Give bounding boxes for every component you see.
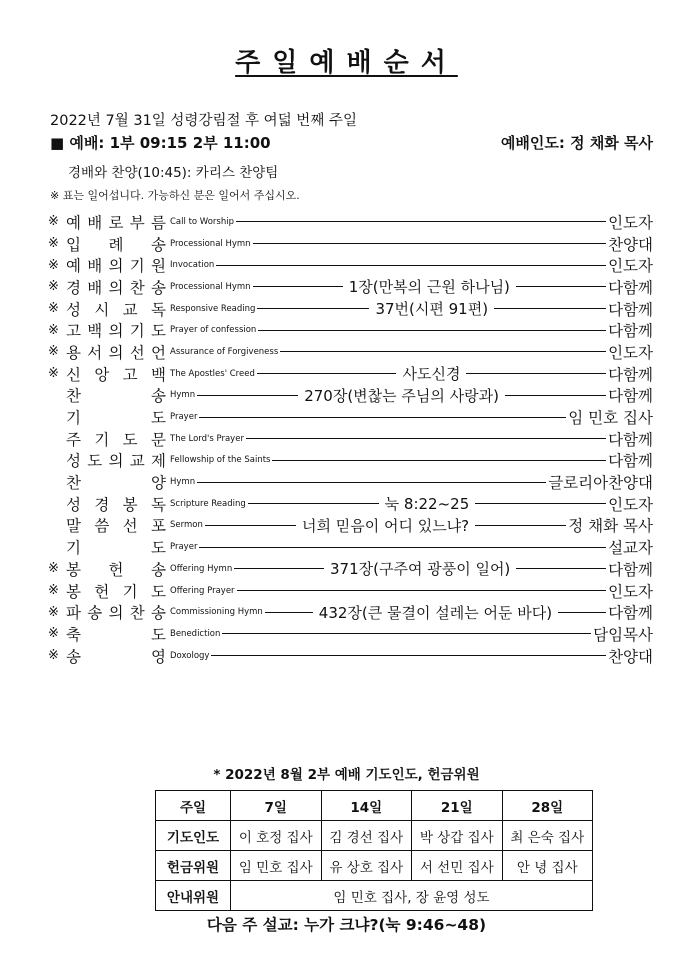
order-row xyxy=(48,428,653,450)
order-row xyxy=(48,493,653,515)
item-name: 예 배 로 부 름 xyxy=(66,213,166,232)
order-of-service xyxy=(48,211,653,666)
leader-line xyxy=(234,568,324,569)
schedule-row-label: 안내위원 xyxy=(156,881,231,911)
next-sermon: 다음 주 설교: 누가 크냐?(눅 9:46~48) xyxy=(206,916,487,934)
item-name: 성 도 의 교 제 xyxy=(66,452,166,471)
item-responsible: 정 채화 목사 xyxy=(568,517,653,536)
schedule-cell: 유 상호 집사 xyxy=(321,851,412,881)
standing-mark: ※ xyxy=(48,648,59,664)
leader-line xyxy=(253,243,607,244)
item-name: 입 례 송 xyxy=(66,235,166,254)
item-responsible: 찬양대 xyxy=(608,235,653,254)
item-responsible: 인도자 xyxy=(608,257,653,276)
schedule-row-label: 기도인도 xyxy=(156,821,231,851)
item-english: Offering Prayer xyxy=(170,585,235,596)
leader-line xyxy=(253,286,343,287)
item-content: 너희 믿음이 어디 있느냐? xyxy=(301,516,470,535)
item-responsible: 글로리아찬양대 xyxy=(548,474,653,493)
item-name: 봉 헌 기 도 xyxy=(66,582,166,601)
leader-line xyxy=(197,395,298,396)
leader-line xyxy=(466,373,606,374)
order-row xyxy=(48,515,653,537)
item-name: 고 백 의 기 도 xyxy=(66,322,166,341)
worship-leader: 예배인도: 정 채화 목사 xyxy=(500,134,653,152)
item-english: The Apostles' Creed xyxy=(170,368,255,379)
schedule-header-cell: 14일 xyxy=(321,791,412,821)
standing-mark: ※ xyxy=(48,322,59,338)
leader-line xyxy=(237,590,607,591)
standing-mark: ※ xyxy=(48,583,59,599)
item-responsible: 다함께 xyxy=(608,560,653,579)
order-row xyxy=(48,471,653,493)
item-name: 기 도 xyxy=(66,539,166,558)
item-responsible: 인도자 xyxy=(608,343,653,362)
item-english: Prayer xyxy=(170,542,198,553)
item-english: Fellowship of the Saints xyxy=(170,455,271,466)
item-english: Doxology xyxy=(170,650,210,661)
standing-note: ※ 표는 일어섭니다. 가능하신 분은 일어서 주십시오. xyxy=(50,189,300,202)
leader-line xyxy=(199,547,606,548)
order-row xyxy=(48,580,653,602)
item-english: Assurance of Forgiveness xyxy=(170,346,279,357)
item-responsible: 다함께 xyxy=(608,322,653,341)
order-row xyxy=(48,233,653,255)
item-name: 경 배 의 찬 송 xyxy=(66,278,166,297)
leader-line xyxy=(494,308,606,309)
item-english: Processional Hymn xyxy=(170,281,251,292)
leader-line xyxy=(211,655,606,656)
order-row xyxy=(48,254,653,276)
leader-line xyxy=(516,568,606,569)
leader-line xyxy=(248,503,379,504)
item-responsible: 다함께 xyxy=(608,430,653,449)
standing-mark: ※ xyxy=(48,561,59,577)
item-responsible: 찬양대 xyxy=(608,647,653,666)
item-name: 찬 양 xyxy=(66,474,166,493)
order-row xyxy=(48,363,653,385)
schedule-row xyxy=(156,851,593,881)
item-english: Hymn xyxy=(170,390,196,401)
item-name: 예 배 의 기 원 xyxy=(66,257,166,276)
standing-mark: ※ xyxy=(48,626,59,642)
item-english: Prayer of confession xyxy=(170,325,257,336)
leader-line xyxy=(258,330,606,331)
schedule-cell: 안 녕 집사 xyxy=(502,851,593,881)
item-english: The Lord's Prayer xyxy=(170,433,244,444)
schedule-header-cell: 7일 xyxy=(231,791,322,821)
item-content: 37번(시편 91편) xyxy=(375,300,489,319)
standing-mark: ※ xyxy=(48,366,59,382)
service-date: 2022년 7월 31일 성령강림절 후 여덟 번째 주일 xyxy=(50,113,357,129)
item-name: 찬 송 xyxy=(66,387,166,406)
item-name: 축 도 xyxy=(66,625,166,644)
schedule-header-cell: 28일 xyxy=(502,791,593,821)
standing-mark: ※ xyxy=(48,344,59,360)
item-english: Sermon xyxy=(170,520,203,531)
item-responsible: 다함께 xyxy=(608,278,653,297)
leader-line xyxy=(199,417,566,418)
item-name: 파 송 의 찬 송 xyxy=(66,604,166,623)
leader-line xyxy=(272,460,606,461)
order-row xyxy=(48,385,653,407)
item-name: 성 시 교 독 xyxy=(66,300,166,319)
leader-line xyxy=(475,503,606,504)
item-name: 신 앙 고 백 xyxy=(66,365,166,384)
item-content: 1장(만복의 근원 하나님) xyxy=(348,278,510,297)
item-name: 용 서 의 선 언 xyxy=(66,343,166,362)
item-english: Hymn xyxy=(170,477,196,488)
item-responsible: 다함께 xyxy=(608,452,653,471)
order-row xyxy=(48,211,653,233)
leader-line xyxy=(505,395,606,396)
item-name: 말 씀 선 포 xyxy=(66,517,166,536)
order-row xyxy=(48,536,653,558)
leader-line xyxy=(205,525,296,526)
item-english: Scripture Reading xyxy=(170,498,246,509)
order-row xyxy=(48,645,653,667)
schedule-cell: 박 상갑 집사 xyxy=(412,821,503,851)
leader-line xyxy=(257,308,369,309)
item-responsible: 담임목사 xyxy=(593,625,653,644)
item-english: Benediction xyxy=(170,628,221,639)
standing-mark: ※ xyxy=(48,257,59,273)
item-english: Commissioning Hymn xyxy=(170,607,263,618)
schedule-title: * 2022년 8월 2부 예배 기도인도, 헌금위원 xyxy=(213,767,480,783)
item-responsible: 설교자 xyxy=(608,539,653,558)
order-row xyxy=(48,623,653,645)
item-name: 송 영 xyxy=(66,647,166,666)
schedule-header-cell: 주일 xyxy=(156,791,231,821)
item-english: Invocation xyxy=(170,260,215,271)
order-row xyxy=(48,341,653,363)
leader-line xyxy=(516,286,606,287)
service-times: ■ 예배: 1부 09:15 2부 11:00 xyxy=(50,134,271,152)
item-name: 기 도 xyxy=(66,409,166,428)
item-name: 주 기 도 문 xyxy=(66,430,166,449)
order-row xyxy=(48,298,653,320)
leader-line xyxy=(246,438,606,439)
item-content: 432장(큰 물결이 설레는 어둔 바다) xyxy=(318,603,553,622)
item-content: 눅 8:22~25 xyxy=(384,495,470,514)
leader-line xyxy=(257,373,397,374)
leader-line xyxy=(280,351,606,352)
schedule-cell: 김 경선 집사 xyxy=(321,821,412,851)
leader-line xyxy=(216,265,606,266)
schedule-cell: 최 은숙 집사 xyxy=(502,821,593,851)
usher-names: 임 민호 집사, 장 윤영 성도 xyxy=(231,881,593,911)
item-english: Offering Hymn xyxy=(170,563,233,574)
page-title: 주일예배순서 xyxy=(235,48,458,78)
leader-line xyxy=(475,525,566,526)
order-row xyxy=(48,601,653,623)
schedule-header-cell: 21일 xyxy=(412,791,503,821)
order-row xyxy=(48,319,653,341)
schedule-header-row xyxy=(156,791,593,821)
item-content: 270장(변찮는 주님의 사랑과) xyxy=(304,386,499,405)
item-responsible: 다함께 xyxy=(608,604,653,623)
order-row xyxy=(48,450,653,472)
item-content: 사도신경 xyxy=(402,365,461,384)
item-responsible: 다함께 xyxy=(608,300,654,319)
item-responsible: 다함께 xyxy=(608,365,654,384)
item-english: Prayer xyxy=(170,412,198,423)
standing-mark: ※ xyxy=(48,214,59,230)
leader-line xyxy=(197,482,546,483)
duty-schedule-table xyxy=(155,790,593,911)
item-responsible: 인도자 xyxy=(608,582,653,601)
schedule-row xyxy=(156,821,593,851)
standing-mark: ※ xyxy=(48,236,59,252)
item-responsible: 다함께 xyxy=(608,387,654,406)
item-english: Responsive Reading xyxy=(170,303,256,314)
schedule-row-usher xyxy=(156,881,593,911)
schedule-cell: 이 호정 집사 xyxy=(231,821,322,851)
order-row xyxy=(48,406,653,428)
schedule-row-label: 헌금위원 xyxy=(156,851,231,881)
item-name: 성 경 봉 독 xyxy=(66,495,166,514)
item-responsible: 인도자 xyxy=(608,495,654,514)
standing-mark: ※ xyxy=(48,279,59,295)
item-english: Call to Worship xyxy=(170,216,234,227)
order-row xyxy=(48,276,653,298)
standing-mark: ※ xyxy=(48,301,59,317)
leader-line xyxy=(265,612,313,613)
leader-line xyxy=(236,221,606,222)
item-content: 371장(구주여 광풍이 일어) xyxy=(330,560,511,579)
schedule-cell: 임 민호 집사 xyxy=(231,851,322,881)
order-row xyxy=(48,558,653,580)
standing-mark: ※ xyxy=(48,604,59,620)
item-responsible: 인도자 xyxy=(608,213,653,232)
leader-line xyxy=(222,633,591,634)
item-responsible: 임 민호 집사 xyxy=(568,409,653,428)
item-english: Processional Hymn xyxy=(170,238,251,249)
praise-time: 경배와 찬양(10:45): 카리스 찬양팀 xyxy=(68,165,279,181)
item-name: 봉 헌 송 xyxy=(66,560,166,579)
leader-line xyxy=(558,612,606,613)
schedule-cell: 서 선민 집사 xyxy=(412,851,503,881)
